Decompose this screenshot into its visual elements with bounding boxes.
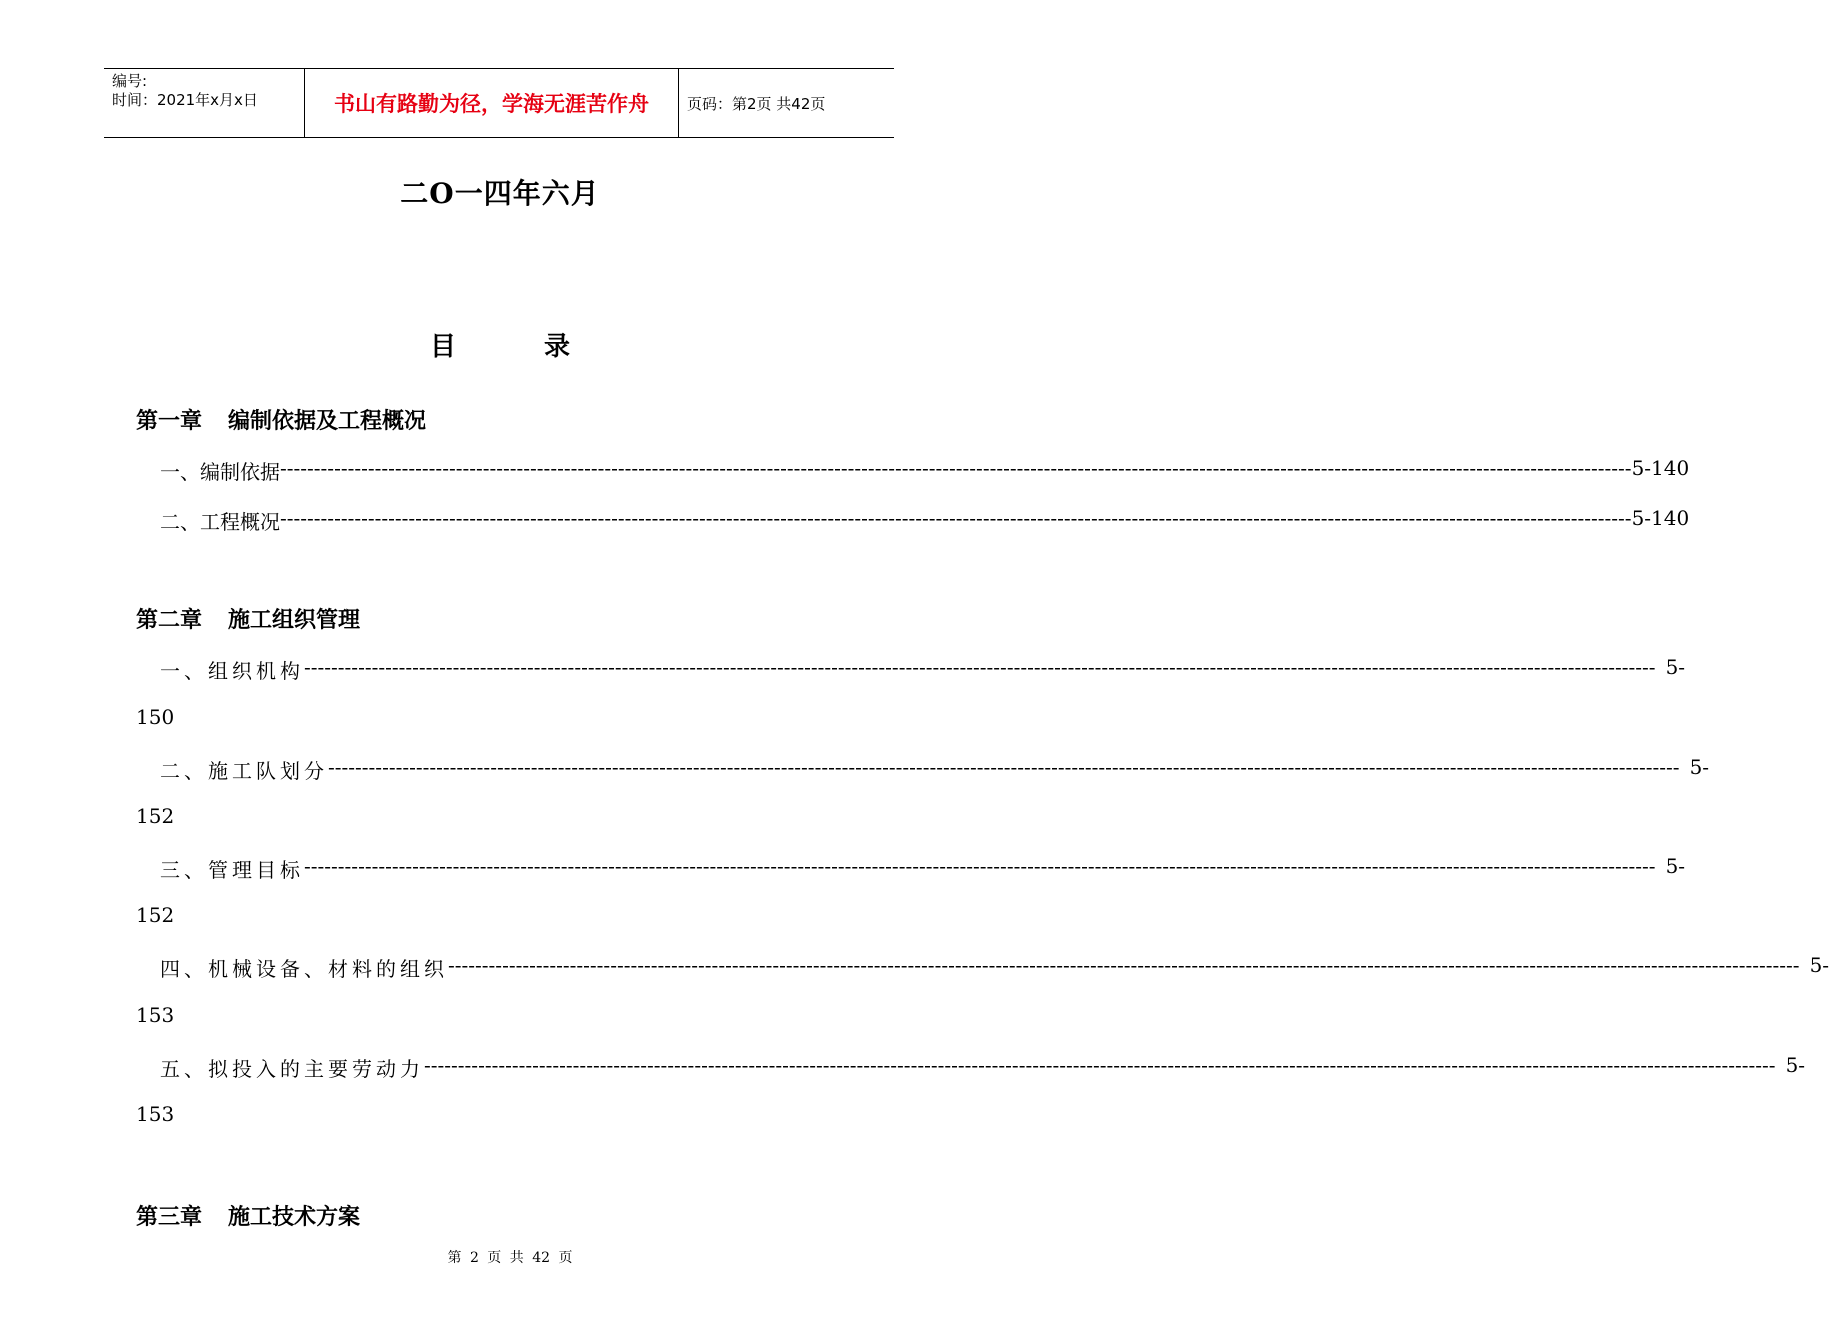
page-footer: 第 2 页 共 42 页 bbox=[447, 1250, 573, 1266]
toc-entry-page-cont: 152 bbox=[136, 903, 175, 927]
date-line: 二O一四年六月 bbox=[400, 177, 600, 210]
toc-entry-page: 5- bbox=[1809, 953, 1829, 977]
document-time-label: 时间：2021年x月x日 bbox=[112, 91, 258, 109]
toc-entry-page: 5-140 bbox=[1631, 506, 1690, 530]
toc-leader-dots: -------------------------------------------------------------------------------------------------------------------------------------------------------------------------------------------------------- bbox=[328, 755, 1680, 779]
document-number-label: 编号: bbox=[112, 72, 148, 90]
chapter-2-heading[interactable] bbox=[136, 603, 360, 634]
toc-entry-page: 5- bbox=[1785, 1053, 1806, 1077]
toc-entry-page-cont: 153 bbox=[136, 1102, 175, 1126]
toc-entry[interactable] bbox=[160, 456, 1690, 485]
toc-entry-page: 5- bbox=[1665, 655, 1686, 679]
toc-leader-dots: -------------------------------------------------------------------------------------------------------------------------------------------------------------------------------------------------------- bbox=[280, 506, 1632, 530]
chapter-1-heading[interactable] bbox=[136, 404, 426, 435]
toc-title-left: 目 bbox=[429, 332, 456, 362]
toc-entry-label: 一、编制依据 bbox=[160, 460, 280, 484]
toc-entry-page-cont: 152 bbox=[136, 804, 175, 828]
toc-leader-dots: -------------------------------------------------------------------------------------------------------------------------------------------------------------------------------------------------------- bbox=[448, 953, 1800, 977]
toc-leader-dots: -------------------------------------------------------------------------------------------------------------------------------------------------------------------------------------------------------- bbox=[304, 655, 1656, 679]
header-motto: 书山有路勤为径，学海无涯苦作舟 bbox=[305, 69, 679, 137]
header-page-info: 页码：第2页 共42页 bbox=[687, 94, 826, 113]
page-header bbox=[104, 68, 894, 138]
toc-entry[interactable] bbox=[160, 506, 1690, 535]
chapter-prefix: 第二章 bbox=[136, 607, 203, 633]
toc-entry-page: 5- bbox=[1689, 755, 1710, 779]
header-meta bbox=[104, 69, 305, 137]
toc-entry[interactable] bbox=[160, 1053, 1806, 1082]
chapter-title: 编制依据及工程概况 bbox=[228, 408, 427, 434]
chapter-title: 施工组织管理 bbox=[228, 607, 361, 633]
toc-title bbox=[0, 326, 1000, 363]
toc-entry[interactable] bbox=[160, 755, 1710, 784]
chapter-prefix: 第三章 bbox=[136, 1204, 203, 1230]
toc-leader-dots: -------------------------------------------------------------------------------------------------------------------------------------------------------------------------------------------------------- bbox=[304, 854, 1656, 878]
chapter-prefix: 第一章 bbox=[136, 408, 203, 434]
toc-entry-label: 一、组织机构 bbox=[160, 659, 304, 683]
toc-entry-page: 5- bbox=[1665, 854, 1686, 878]
toc-title-right: 录 bbox=[544, 332, 571, 362]
toc-entry[interactable] bbox=[160, 953, 1829, 982]
toc-entry[interactable] bbox=[160, 854, 1686, 883]
chapter-title: 施工技术方案 bbox=[228, 1204, 361, 1230]
toc-entry-label: 二、工程概况 bbox=[160, 510, 280, 534]
toc-leader-dots: -------------------------------------------------------------------------------------------------------------------------------------------------------------------------------------------------------- bbox=[424, 1053, 1776, 1077]
toc-leader-dots: -------------------------------------------------------------------------------------------------------------------------------------------------------------------------------------------------------- bbox=[280, 456, 1632, 480]
chapter-3-heading[interactable] bbox=[136, 1200, 360, 1231]
toc-entry-page-cont: 153 bbox=[136, 1003, 175, 1027]
toc-entry-label: 五、拟投入的主要劳动力 bbox=[160, 1057, 424, 1081]
toc-entry-page-cont: 150 bbox=[136, 705, 175, 729]
toc-entry-label: 二、施工队划分 bbox=[160, 759, 328, 783]
toc-entry-page: 5-140 bbox=[1631, 456, 1690, 480]
toc-entry[interactable] bbox=[160, 655, 1686, 684]
toc-entry-label: 四、机械设备、材料的组织 bbox=[160, 957, 448, 981]
toc-entry-label: 三、管理目标 bbox=[160, 858, 304, 882]
